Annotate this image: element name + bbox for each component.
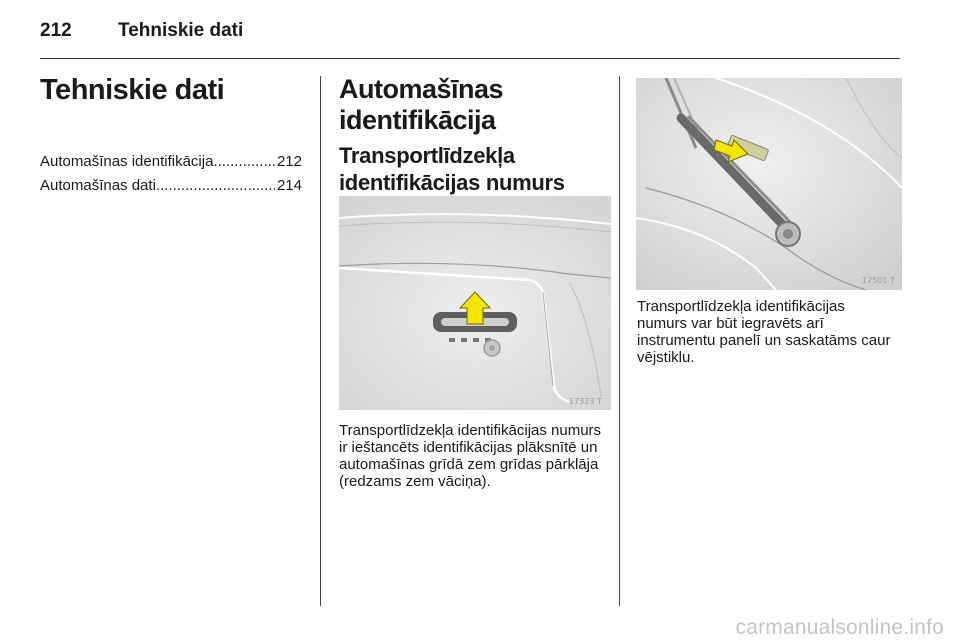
toc-entry-page: 212 — [276, 153, 302, 170]
floor-plate-drawing — [339, 196, 611, 410]
toc-entry-label: Automašīnas dati — [40, 177, 156, 194]
body-paragraph: Transportlīdzekļa identifikācijas numurs ir ieštancēts identifikācijas plāksnītē un automašīnas grīdā zem grīdas pārklāja (redzams zem vāciņa). — [339, 422, 602, 490]
body-paragraph: Transportlīdzekļa identifikācijas numurs var būt iegravēts arī instrumentu panelī un saskatāms caur vējstiklu. — [637, 298, 891, 366]
toc-entry[interactable] — [40, 153, 302, 170]
chapter-title: Tehniskie dati — [40, 74, 225, 106]
vin-floor-illustration — [339, 196, 611, 410]
vin-windshield-illustration — [636, 78, 902, 290]
subsection-title: Transportlīdzekļa identifikācijas numurs — [339, 143, 565, 195]
page-number: 212 — [40, 20, 72, 41]
toc-leader — [156, 177, 275, 194]
toc-entry[interactable] — [40, 177, 302, 194]
column-divider-right — [619, 76, 620, 606]
column-divider-left — [320, 76, 321, 606]
dashboard-drawing — [636, 78, 902, 290]
toc-entry-page: 214 — [276, 177, 302, 194]
figure-code: 17323 T — [569, 397, 602, 406]
toc-leader — [213, 153, 275, 170]
toc-entry-label: Automašīnas identifikācija — [40, 153, 214, 170]
running-header: Tehniskie dati — [118, 20, 244, 41]
section-title: Automašīnas identifikācija — [339, 74, 504, 135]
header-divider — [40, 58, 900, 59]
figure-code: 17501 T — [862, 276, 895, 285]
watermark: carmanualsonline.info — [735, 616, 944, 639]
